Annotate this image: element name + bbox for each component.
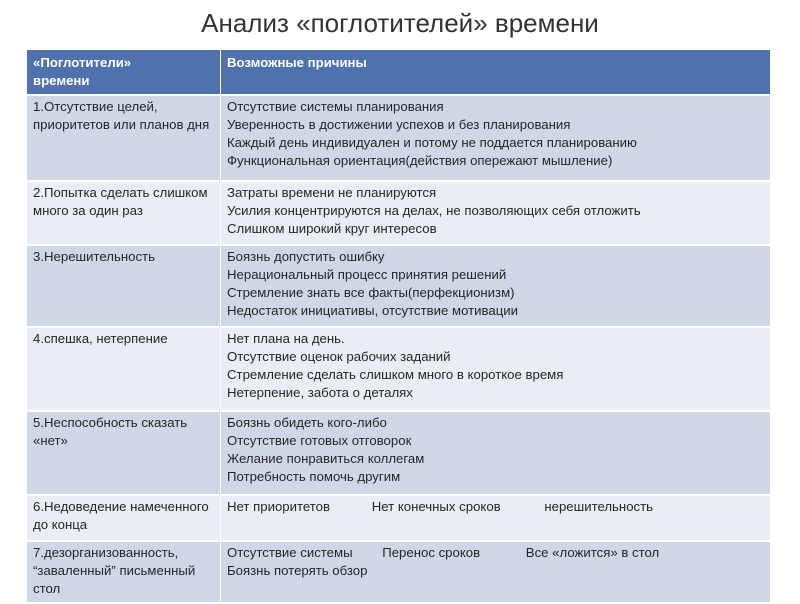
row-causes <box>221 327 771 411</box>
cause-item: Нерациональный процесс принятия решений <box>227 267 507 282</box>
cause-item: Перенос сроков <box>382 545 481 560</box>
cause-item: Стремление знать все факты(перфекционизм) <box>227 285 515 300</box>
cause-item: Стремление сделать слишком много в короткое время <box>227 367 564 382</box>
cause-item: Нетерпение, забота о деталях <box>227 385 413 400</box>
row-label: 2.Попытка сделать слишком много за один раз <box>27 181 221 245</box>
cause-item: Усилия концентрируются на делах, не позволяющих себя отложить <box>227 203 641 218</box>
row-causes <box>221 411 771 495</box>
table-row <box>27 245 771 327</box>
table-header-row <box>27 50 771 95</box>
cause-item: Затраты времени не планируются <box>227 185 437 200</box>
row-causes <box>221 245 771 327</box>
cause-item: Все «ложится» в стол <box>525 545 660 560</box>
cause-item: Отсутствие оценок рабочих заданий <box>227 349 451 364</box>
row-label: 7.дезорганизованность, “заваленный” письменный стол <box>27 541 221 603</box>
table-row <box>27 181 771 245</box>
cause-item: Потребность помочь другим <box>227 469 401 484</box>
cause-item: Каждый день индивидуален и потому не поддается планированию <box>227 135 637 150</box>
row-causes <box>221 181 771 245</box>
table-row <box>27 327 771 411</box>
cause-item: Отсутствие системы планирования <box>227 99 444 114</box>
cause-item: Отсутствие системы <box>227 545 353 560</box>
cause-item: нерешительность <box>544 499 654 514</box>
cause-item: Слишком широкий круг интересов <box>227 221 437 236</box>
header-possible-causes: Возможные причины <box>221 50 771 95</box>
row-causes <box>221 495 771 541</box>
table-row <box>27 541 771 603</box>
cause-item: Боязнь обидеть кого-либо <box>227 415 387 430</box>
cause-item: Нет приоритетов <box>227 499 331 514</box>
cause-item: Недостаток инициативы, отсутствие мотивации <box>227 303 518 318</box>
row-label: 1.Отсутствие целей, приоритетов или планов дня <box>27 95 221 181</box>
row-label: 6.Недоведение намеченного до конца <box>27 495 221 541</box>
table-row <box>27 95 771 181</box>
time-wasters-table <box>27 50 771 604</box>
cause-item: Боязнь допустить ошибку <box>227 249 385 264</box>
row-label: 3.Нерешительность <box>27 245 221 327</box>
header-col1-line1: «Поглотители» <box>33 55 132 70</box>
table-row <box>27 411 771 495</box>
row-label: 4.спешка, нетерпение <box>27 327 221 411</box>
cause-item: Отсутствие готовых отговорок <box>227 433 412 448</box>
header-col1-line2: времени <box>33 73 90 88</box>
cause-item: Функциональная ориентация(действия опережают мышление) <box>227 153 613 168</box>
table-row <box>27 495 771 541</box>
row-causes <box>221 95 771 181</box>
row-causes <box>221 541 771 603</box>
cause-line <box>227 544 764 562</box>
cause-item: Нет конечных сроков <box>371 499 501 514</box>
row-label: 5.Неспособность сказать «нет» <box>27 411 221 495</box>
page-title: Анализ «поглотителей» времени <box>201 8 599 38</box>
cause-item: Нет плана на день. <box>227 331 345 346</box>
cause-item: Уверенность в достижении успехов и без планирования <box>227 117 571 132</box>
header-time-wasters <box>27 50 221 95</box>
cause-item: Боязнь потерять обзор <box>227 563 368 578</box>
cause-item: Желание понравиться коллегам <box>227 451 425 466</box>
